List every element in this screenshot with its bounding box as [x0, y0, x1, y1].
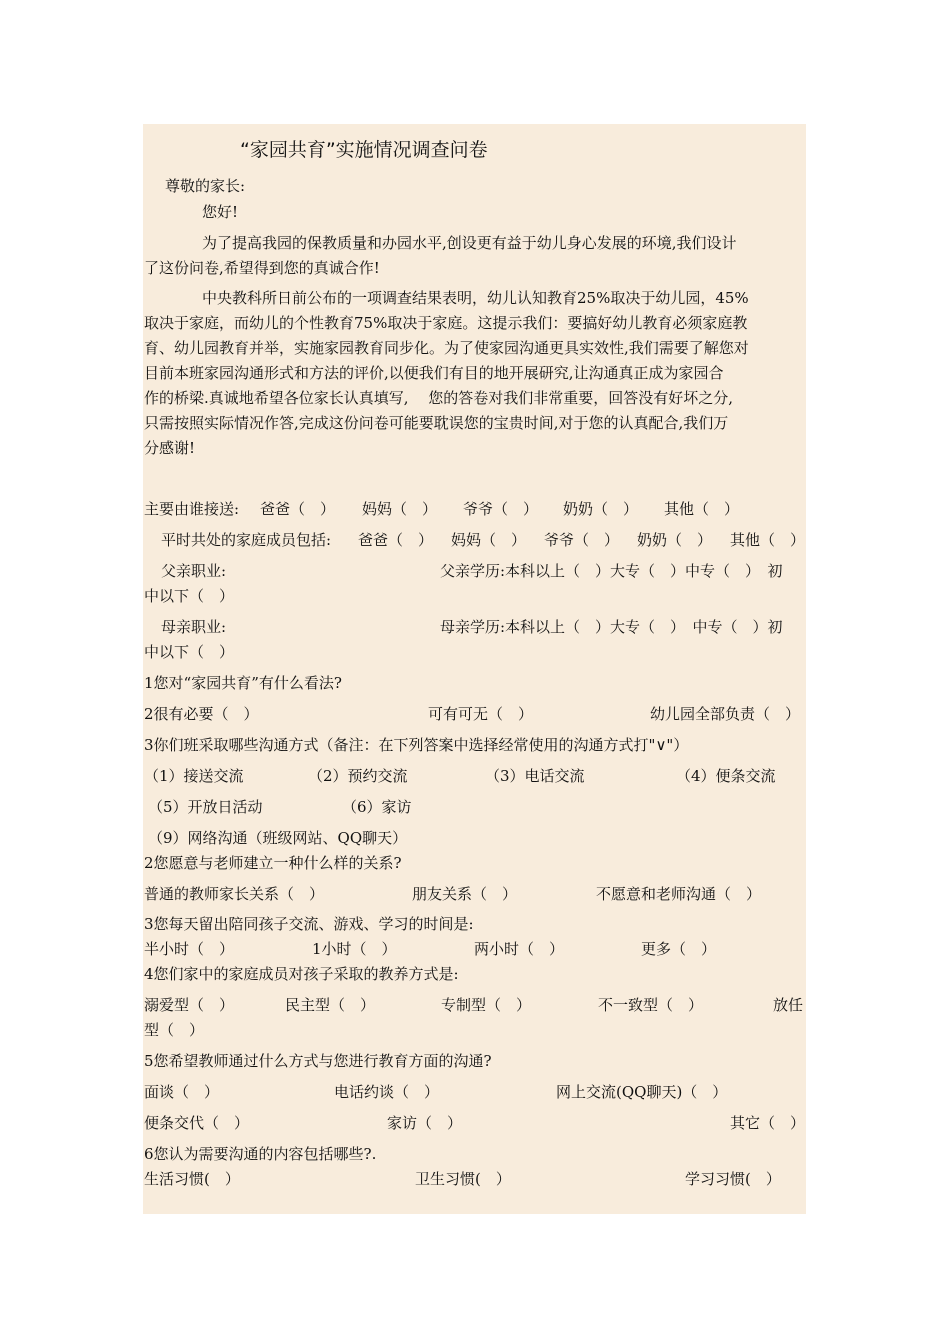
q1-option: 2很有必要（ ）: [144, 705, 259, 723]
q4-option: 专制型（ ）: [441, 996, 532, 1014]
pickup-option: 妈妈（ ）: [362, 500, 438, 518]
mother-education: 母亲学历:本科以上（ ）大专（ ） 中专（ ）初: [440, 618, 783, 636]
question-6: 6您认为需要沟通的内容包括哪些?.: [144, 1145, 377, 1163]
q5-option: 电话约谈（ ）: [334, 1083, 440, 1101]
q6-option: 卫生习惯( ）: [415, 1170, 511, 1188]
pickup-option: 其他（ ）: [664, 500, 740, 518]
q4-option: 不一致型（ ）: [598, 996, 704, 1014]
q5-option: 其它（ ）: [730, 1114, 806, 1132]
hello: 您好!: [202, 203, 239, 221]
q3b-option: 半小时（ ）: [144, 940, 235, 958]
father-education-cont: 中以下（ ）: [144, 587, 235, 605]
q3b-option: 1小时（ ）: [312, 940, 397, 958]
q5-option: 网上交流(QQ聊天)（ ）: [556, 1083, 728, 1101]
question-3-communication: 3你们班采取哪些沟通方式（备注：在下列答案中选择经常使用的沟通方式打"∨"）: [144, 736, 689, 754]
body-line: 中央教科所日前公布的一项调查结果表明，幼儿认知教育25%取决于幼儿园，45%: [202, 289, 749, 307]
q5-option: 家访（ ）: [387, 1114, 463, 1132]
greeting: 尊敬的家长:: [165, 177, 246, 195]
household-option: 其他（ ）: [730, 531, 806, 549]
question-5: 5您希望教师通过什么方式与您进行教育方面的沟通?: [144, 1052, 492, 1070]
body-line: 育、幼儿园教育并举，实施家园教育同步化。为了使家园沟通更具实效性,我们需要了解您对: [144, 339, 749, 357]
intro-line: 了这份问卷,希望得到您的真诚合作!: [144, 259, 380, 277]
mother-education-cont: 中以下（ ）: [144, 643, 235, 661]
household-option: 爷爷（ ）: [544, 531, 620, 549]
q4-option: 民主型（ ）: [285, 996, 376, 1014]
pickup-option: 爸爸（ ）: [260, 500, 336, 518]
q3b-option: 更多（ ）: [641, 940, 717, 958]
q1-option: 幼儿园全部负责（ ）: [650, 705, 801, 723]
body-line: 取决于家庭，而幼儿的个性教育75%取决于家庭。这提示我们：要搞好幼儿教育必须家庭教: [144, 314, 748, 332]
intro-line: 为了提高我园的保教质量和办园水平,创设更有益于幼儿身心发展的环境,我们设计: [202, 234, 737, 252]
q5-option: 便条交代（ ）: [144, 1114, 250, 1132]
q2-option: 朋友关系（ ）: [412, 885, 518, 903]
q4-option: 溺爱型（ ）: [144, 996, 235, 1014]
question-1: 1您对“家园共育”有什么看法?: [144, 674, 342, 692]
pickup-label: 主要由谁接送:: [144, 500, 240, 518]
q5-option: 面谈（ ）: [144, 1083, 220, 1101]
household-option: 妈妈（ ）: [451, 531, 527, 549]
q3b-option: 两小时（ ）: [474, 940, 565, 958]
q1-option: 可有可无（ ）: [428, 705, 534, 723]
household-option: 爸爸（ ）: [358, 531, 434, 549]
q2-option: 不愿意和老师沟通（ ）: [596, 885, 762, 903]
question-2: 2您愿意与老师建立一种什么样的关系?: [144, 854, 402, 872]
q3-option: （4）便条交流: [676, 767, 776, 785]
body-line: 只需按照实际情况作答,完成这份问卷可能要耽误您的宝贵时间,对于您的认真配合,我们万: [144, 414, 729, 432]
q4-option-cont: 型（ ）: [144, 1021, 205, 1039]
q3-option: （1）接送交流: [144, 767, 244, 785]
body-line: 分感谢!: [144, 439, 196, 457]
q3-option: （2）预约交流: [308, 767, 408, 785]
father-education: 父亲学历:本科以上（ ）大专（ ）中专（ ） 初: [440, 562, 783, 580]
father-job-label: 父亲职业:: [161, 562, 227, 580]
body-line: 目前本班家园沟通形式和方法的评价,以便我们有目的地开展研究,让沟通真正成为家园合: [144, 364, 724, 382]
pickup-option: 奶奶（ ）: [563, 500, 639, 518]
q4-option: 放任: [773, 996, 804, 1014]
q6-option: 生活习惯( ）: [144, 1170, 240, 1188]
q2-option: 普通的教师家长关系（ ）: [144, 885, 325, 903]
q6-option: 学习习惯( ）: [685, 1170, 781, 1188]
question-4: 4您们家中的家庭成员对孩子采取的教养方式是:: [144, 965, 459, 983]
q3-option: （6）家访: [342, 798, 412, 816]
household-label: 平时共处的家庭成员包括:: [161, 531, 332, 549]
q3-option: （5）开放日活动: [148, 798, 263, 816]
page-title: “家园共育”实施情况调查问卷: [240, 139, 488, 161]
q3-option: （9）网络沟通（班级网站、QQ聊天）: [148, 829, 408, 847]
household-option: 奶奶（ ）: [637, 531, 713, 549]
body-line: 作的桥梁.真诚地希望各位家长认真填写, 您的答卷对我们非常重要，回答没有好坏之分,: [144, 389, 734, 407]
mother-job-label: 母亲职业:: [161, 618, 227, 636]
q3-option: （3）电话交流: [485, 767, 585, 785]
question-3-time: 3您每天留出陪同孩子交流、游戏、学习的时间是:: [144, 915, 474, 933]
pickup-option: 爷爷（ ）: [463, 500, 539, 518]
